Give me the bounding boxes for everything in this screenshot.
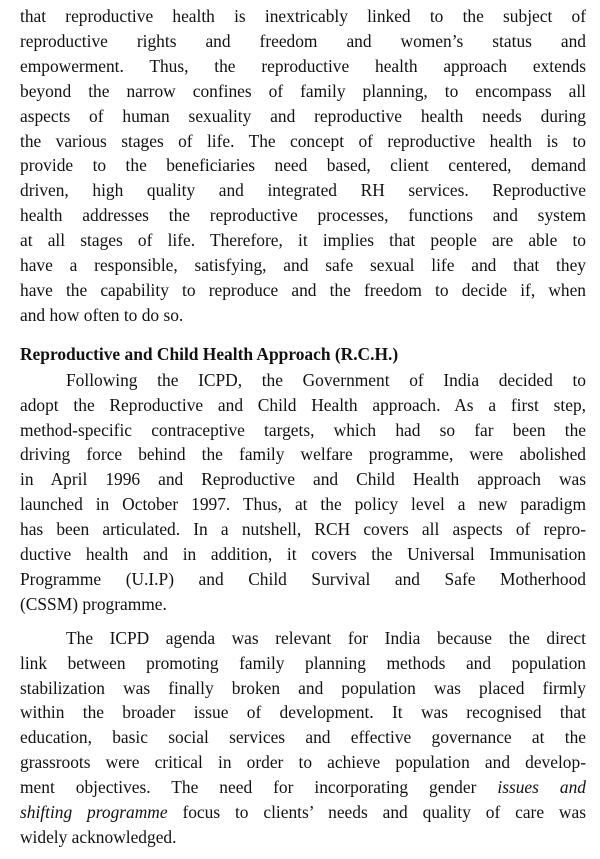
text-line: has been articulated. In a nutshell, RCH covers all aspects of repro-	[20, 519, 586, 540]
paragraph-rch-approach	[20, 368, 586, 617]
text-line: grassroots were critical in order to achieve population and develop-	[20, 752, 586, 773]
text-line: driven, high quality and integrated RH services. Reproductive	[20, 180, 586, 201]
text-line: ductive health and in addition, it covers the Universal Immunisation	[20, 544, 586, 565]
text-line: method-specific contraceptive targets, which had so far been the	[20, 419, 586, 440]
text-line: link between promoting family planning methods and population	[20, 652, 586, 673]
text-line: adopt the Reproductive and Child Health approach. As a first step,	[20, 394, 586, 415]
text-line: have the capability to reproduce and the freedom to decide if, when	[20, 279, 586, 300]
text-segment: focus to clients’ needs and quality of care was	[182, 802, 586, 823]
text-line: have a responsible, satisfying, and safe sexual life and that they	[20, 255, 586, 276]
text-line: (CSSM) programme.	[20, 593, 167, 614]
text-line: driving force behind the family welfare programme, were abolished	[20, 444, 586, 465]
text-line: stabilization was finally broken and population was placed firmly	[20, 677, 586, 698]
text-line	[20, 800, 586, 825]
text-line: beyond the narrow confines of family planning, to encompass all	[20, 80, 586, 101]
paragraph-rh-concept	[20, 4, 586, 328]
text-line: Programme (U.I.P) and Child Survival and Safe Motherhood	[20, 568, 586, 589]
text-line: and how often to do so.	[20, 304, 184, 325]
paragraph-icpd-agenda	[20, 626, 586, 850]
section-heading: Reproductive and Child Health Approach (R.C.H.)	[20, 343, 399, 364]
text-line: launched in October 1997. Thus, at the policy level a new paradigm	[20, 494, 586, 515]
text-line: aspects of human sexuality and reproductive health needs during	[20, 105, 586, 126]
text-line: within the broader issue of development. It was recognised that	[20, 702, 586, 723]
text-line: empowerment. Thus, the reproductive health approach extends	[20, 55, 586, 76]
text-line: that reproductive health is inextricably linked to the subject of	[20, 6, 586, 26]
text-line: Following the ICPD, the Government of India decided to	[66, 369, 586, 390]
document-page	[20, 4, 586, 850]
text-line: widely acknowledged.	[20, 827, 177, 847]
text-line: health addresses the reproductive processes, functions and system	[20, 205, 586, 226]
italic-text: issues and	[497, 777, 586, 798]
text-line: at all stages of life. Therefore, it implies that people are able to	[20, 230, 586, 251]
paragraph-spacer	[20, 617, 586, 626]
text-line: reproductive rights and freedom and women’s status and	[20, 30, 586, 51]
text-line: provide to the beneficiaries need based, client centered, demand	[20, 155, 586, 176]
text-segment: ment objectives. The need for incorporating gender	[20, 777, 477, 798]
text-line: the various stages of life. The concept of reproductive health is to	[20, 130, 586, 151]
text-line: The ICPD agenda was relevant for India because the direct	[66, 627, 586, 648]
text-line: in April 1996 and Reproductive and Child Health approach was	[20, 469, 586, 490]
text-line	[20, 775, 586, 800]
text-line: education, basic social services and effective governance at the	[20, 727, 586, 748]
italic-text: shifting programme	[20, 802, 168, 823]
